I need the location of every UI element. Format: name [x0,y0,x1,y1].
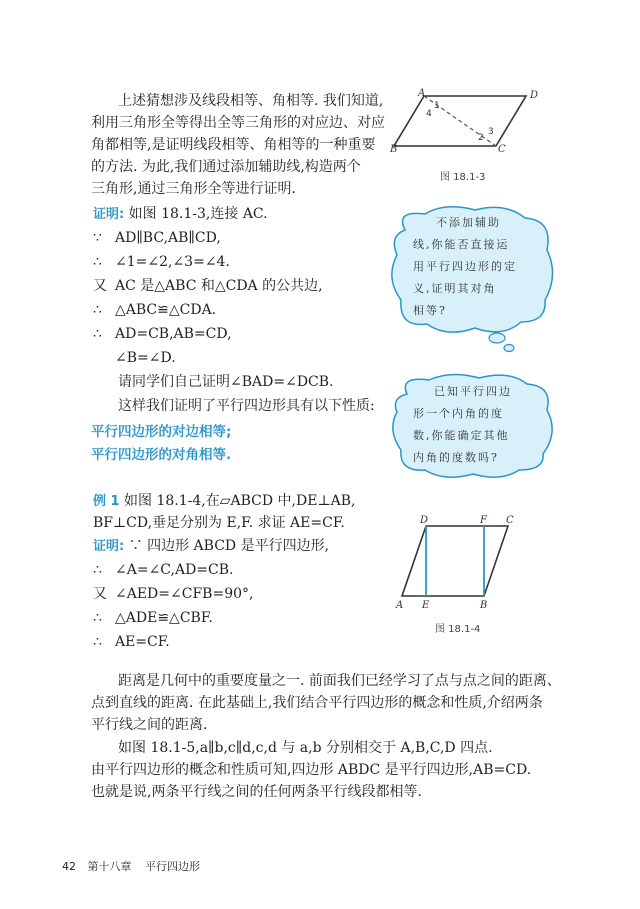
fig1-label-d: D [530,90,539,101]
closing-line-5: 由平行四边形的概念和性质可知,四边形 ABDC 是平行四边形,AB=CD. [91,762,532,778]
fig1-angle-3: 3 [488,127,494,137]
proof1-step-5: ∴ AD=CB,AB=CD, [93,326,232,342]
proof1-head [93,203,268,226]
bubble-1-dot-2 [504,345,514,352]
intro-line-2: 利用三角形全等得出全等三角形的对应边、对应 [91,115,385,131]
fig2-label-b: B [480,600,488,611]
fig2-label-a: A [396,600,404,611]
example1-step-3: ∴ △ADE≌△CBF. [93,610,213,626]
bubble-1-dot-1 [489,333,505,343]
fig1-angle-4: 4 [426,109,432,119]
figure-18-1-3 [390,86,550,156]
fig1-angle-1: 1 [434,101,440,111]
bubble-2-line-2: 形一个内角的度 [413,407,504,420]
fig2-label-e: E [422,600,430,611]
proof1-head-text: 如图 18.1-3,连接 AC. [128,206,268,222]
chapter-title: 平行四边形 [145,860,200,873]
closing-line-1: 距离是几何中的重要度量之一. 前面我们已经学习了点与点之间的距离、 [118,673,561,689]
proof1-step-3: 又 AC 是△ABC 和△CDA 的公共边, [93,278,323,294]
bubble-2-line-1: 已知平行四边 [434,385,512,398]
fig1-angle-2: 2 [478,133,484,143]
intro-line-4: 的方法. 为此,我们通过添加辅助线,构造两个 [91,159,361,175]
bubble-2-line-4: 内角的度数吗? [413,451,499,464]
intro-line-1: 上述猜想涉及线段相等、角相等. 我们知道, [118,93,384,109]
bubble-2-line-3: 数,你能确定其他 [413,429,510,442]
bubble-1-line-3: 用平行四边形的定 [413,260,517,273]
fig1-label-c: C [498,144,506,155]
proof1-after-2: 这样我们证明了平行四边形具有以下性质: [118,398,375,414]
proof1-step-1: ∵ AD∥BC,AB∥CD, [93,230,221,246]
page-number: 42 [62,860,76,873]
parallelogram-abcd-2 [402,526,508,596]
example1-line-1: 例 1 如图 18.1-4,在▱ABCD 中,DE⊥AB, [93,493,356,509]
bubble-1-line-5: 相等? [413,304,447,317]
proof1-after-1: 请同学们自己证明∠BAD=∠DCB. [118,374,334,390]
proof1-step-4: ∴ △ABC≌△CDA. [93,302,217,318]
fig2-label-f: F [480,515,487,526]
example1-step-4: ∴ AE=CF. [93,634,170,650]
example1-step-2: 又 ∠AED=∠CFB=90°, [93,586,254,602]
chapter-label: 第十八章 [87,860,132,873]
intro-line-3: 角都相等,是证明线段相等、角相等的一种重要 [91,137,376,153]
page-footer [62,858,200,874]
closing-line-4: 如图 18.1-5,a∥b,c∥d,c,d 与 a,b 分别相交于 A,B,C,D 四点. [118,740,493,756]
figure-18-1-3-caption: 图 18.1-3 [440,172,486,183]
example1-proof-head: 证明: ∵ 四边形 ABCD 是平行四边形, [93,538,330,554]
property-opposite-angles: 平行四边形的对角相等. [91,447,232,463]
fig2-label-c: C [506,515,514,526]
figure-18-1-4 [392,512,522,612]
bubble-1-line-1: 不添加辅助 [436,216,501,229]
bubble-1-line-2: 线,你能否直接运 [413,238,510,251]
fig2-label-d: D [420,515,429,526]
property-opposite-sides: 平行四边形的对边相等; [91,424,232,440]
example1-proof-label: 证明: [93,539,125,554]
figure-18-1-4-caption: 图 18.1-4 [435,624,481,635]
closing-line-6: 也就是说,两条平行线之间的任何两条平行线段都相等. [91,784,422,800]
example1-step-1: ∴ ∠A=∠C,AD=CB. [93,562,234,578]
closing-line-2: 点到直线的距离. 在此基础上,我们结合平行四边形的概念和性质,介绍两条 [91,695,543,711]
example1-line-2: BF⊥CD,垂足分别为 E,F. 求证 AE=CF. [93,515,345,531]
proof1-step-2: ∴ ∠1=∠2,∠3=∠4. [93,254,230,270]
bubble-1-line-4: 义,证明其对角 [413,282,497,295]
example1-label: 例 1 [93,494,120,509]
proof1-label: 证明: [93,207,125,222]
proof1-step-6: ∠B=∠D. [115,350,176,366]
fig1-label-a: A [418,88,426,99]
fig1-label-b: B [390,144,398,155]
intro-line-5: 三角形,通过三角形全等进行证明. [91,181,296,197]
closing-line-3: 平行线之间的距离. [91,717,208,733]
